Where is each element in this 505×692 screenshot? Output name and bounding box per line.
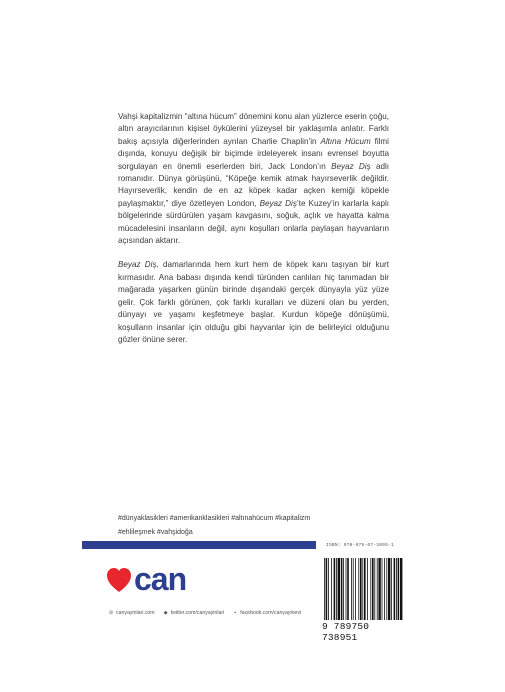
facebook-link[interactable] (232, 610, 301, 616)
link-text: facebook.com/canyayinevi (240, 610, 302, 616)
blurb-paragraph-2 (118, 259, 389, 346)
barcode-bar (362, 558, 363, 620)
barcode-bar (391, 558, 392, 620)
barcode-bar (328, 558, 329, 620)
facebook-icon: ▪ (234, 610, 237, 616)
barcode-bar (367, 558, 368, 620)
book-title: Beyaz Diş (331, 161, 371, 171)
link-text: twitter.com/canyayinlari (170, 610, 225, 616)
barcode-bar (324, 558, 325, 620)
barcode-bar (358, 558, 359, 620)
film-title: Altına Hücum (320, 136, 371, 146)
barcode-bar (370, 558, 371, 620)
barcode-bar (334, 558, 336, 620)
back-cover-blurb (118, 111, 389, 358)
barcode-bar (355, 558, 356, 620)
blurb-text: adlı romanıdır. Dünya görüşünü, “Köpeğe kemik atmak hayırseverlik değildir. Hayırseverlik, kendin de en az köpek kadar açken kemiği köpekle paylaşmaktır,” diye özetleyen London, (118, 161, 389, 208)
barcode-bar (347, 558, 349, 620)
barcode-bar (384, 558, 385, 620)
twitter-icon: ◆ (163, 610, 168, 616)
barcode-bar (336, 558, 337, 620)
barcode-bar (341, 558, 343, 620)
hashtags-line-1: #dünyaklasikleri #amerikanklasikleri #altınahücum #kapitalizm (118, 515, 311, 522)
isbn-label: ISBN: 978-975-07-3895-1 (326, 543, 395, 548)
blurb-text: , damarlarında hem kurt hem de köpek kanı taşıyan bir kurt kırmasıdır. Ana babası dışında kendi türünden canlıları hiç tanımadan bir mağarada yaşarken günün birinde dışarıdaki gerçek dünyayla yüz yüze gelir. Çok farklı görünen, çok farklı kuralları ve düzeni olan bu yerden, dünyayı ve yaşamı keşfetmeye başlar. Kurdun köpeğe dönüşümü, koşulların insanlar için olduğu gibi hayvanlar için de belirleyici olduğunu gözler önüne serer. (118, 260, 389, 344)
barcode-bar (382, 558, 383, 620)
barcode-bar (364, 558, 366, 620)
barcode-number: 9 789750 738951 (322, 621, 370, 643)
book-title: Beyaz Diş (118, 260, 157, 270)
barcode-bar (372, 558, 374, 620)
barcode-bar (326, 558, 328, 620)
hashtags (118, 512, 418, 539)
barcode-bar (400, 558, 402, 620)
barcode (320, 558, 404, 624)
barcode-bar (394, 558, 396, 620)
barcode-bar (353, 558, 354, 620)
book-title: Beyaz Diş (259, 198, 297, 208)
barcode-bar (388, 558, 390, 620)
barcode-bar (396, 558, 397, 620)
barcode-bar (378, 558, 380, 620)
twitter-link[interactable] (163, 610, 225, 616)
blurb-text: Vahşi kapitalizmin “altına hücum” dönemini konu alan yüzlerce eserin çoğu, altın arayıcılarının kişisel öykülerini yüzeysel bir yaklaşımla anlatır. Farklı bakış açısıyla diğerlerinden ayrılan Charlie Chaplin’in (118, 112, 389, 146)
can-logo-text: can (134, 561, 187, 597)
hashtags-line-2: #ehlileşmek #vahşidoğa (118, 528, 193, 536)
blurb-paragraph-1 (118, 111, 389, 247)
barcode-bar (360, 558, 362, 620)
publisher-links (108, 610, 301, 616)
blurb-text: ’te Kuzey’in karlarla kaplı bölgelerinde sürdürülen yaşam kavgasını, soğuk, açlık ve hayatta kalma mücadelesini insanların değil, aynı koşulları onlarla paylaşan hayvanların açısından aktarır. (118, 198, 390, 246)
barcode-bar (338, 558, 340, 620)
barcode-bar (374, 558, 375, 620)
barcode-bar (346, 558, 347, 620)
website-link[interactable] (108, 610, 155, 616)
barcode-bar (386, 558, 387, 620)
barcode-bar (351, 558, 352, 620)
link-icon: ⊘ (108, 610, 114, 616)
barcode-bar (377, 558, 378, 620)
blue-band (82, 541, 316, 549)
barcode-bar (398, 558, 400, 620)
blurb-text: filmi dışında, konuyu değişik bir biçimde irdeleyerek insanı evrensel boyutta sorgulayan en önemli eserlerden biri, Jack London’ın (118, 136, 389, 171)
link-text: canyayinlari.com (116, 610, 155, 616)
barcode-bar (343, 558, 344, 620)
barcode-bar (331, 558, 332, 620)
